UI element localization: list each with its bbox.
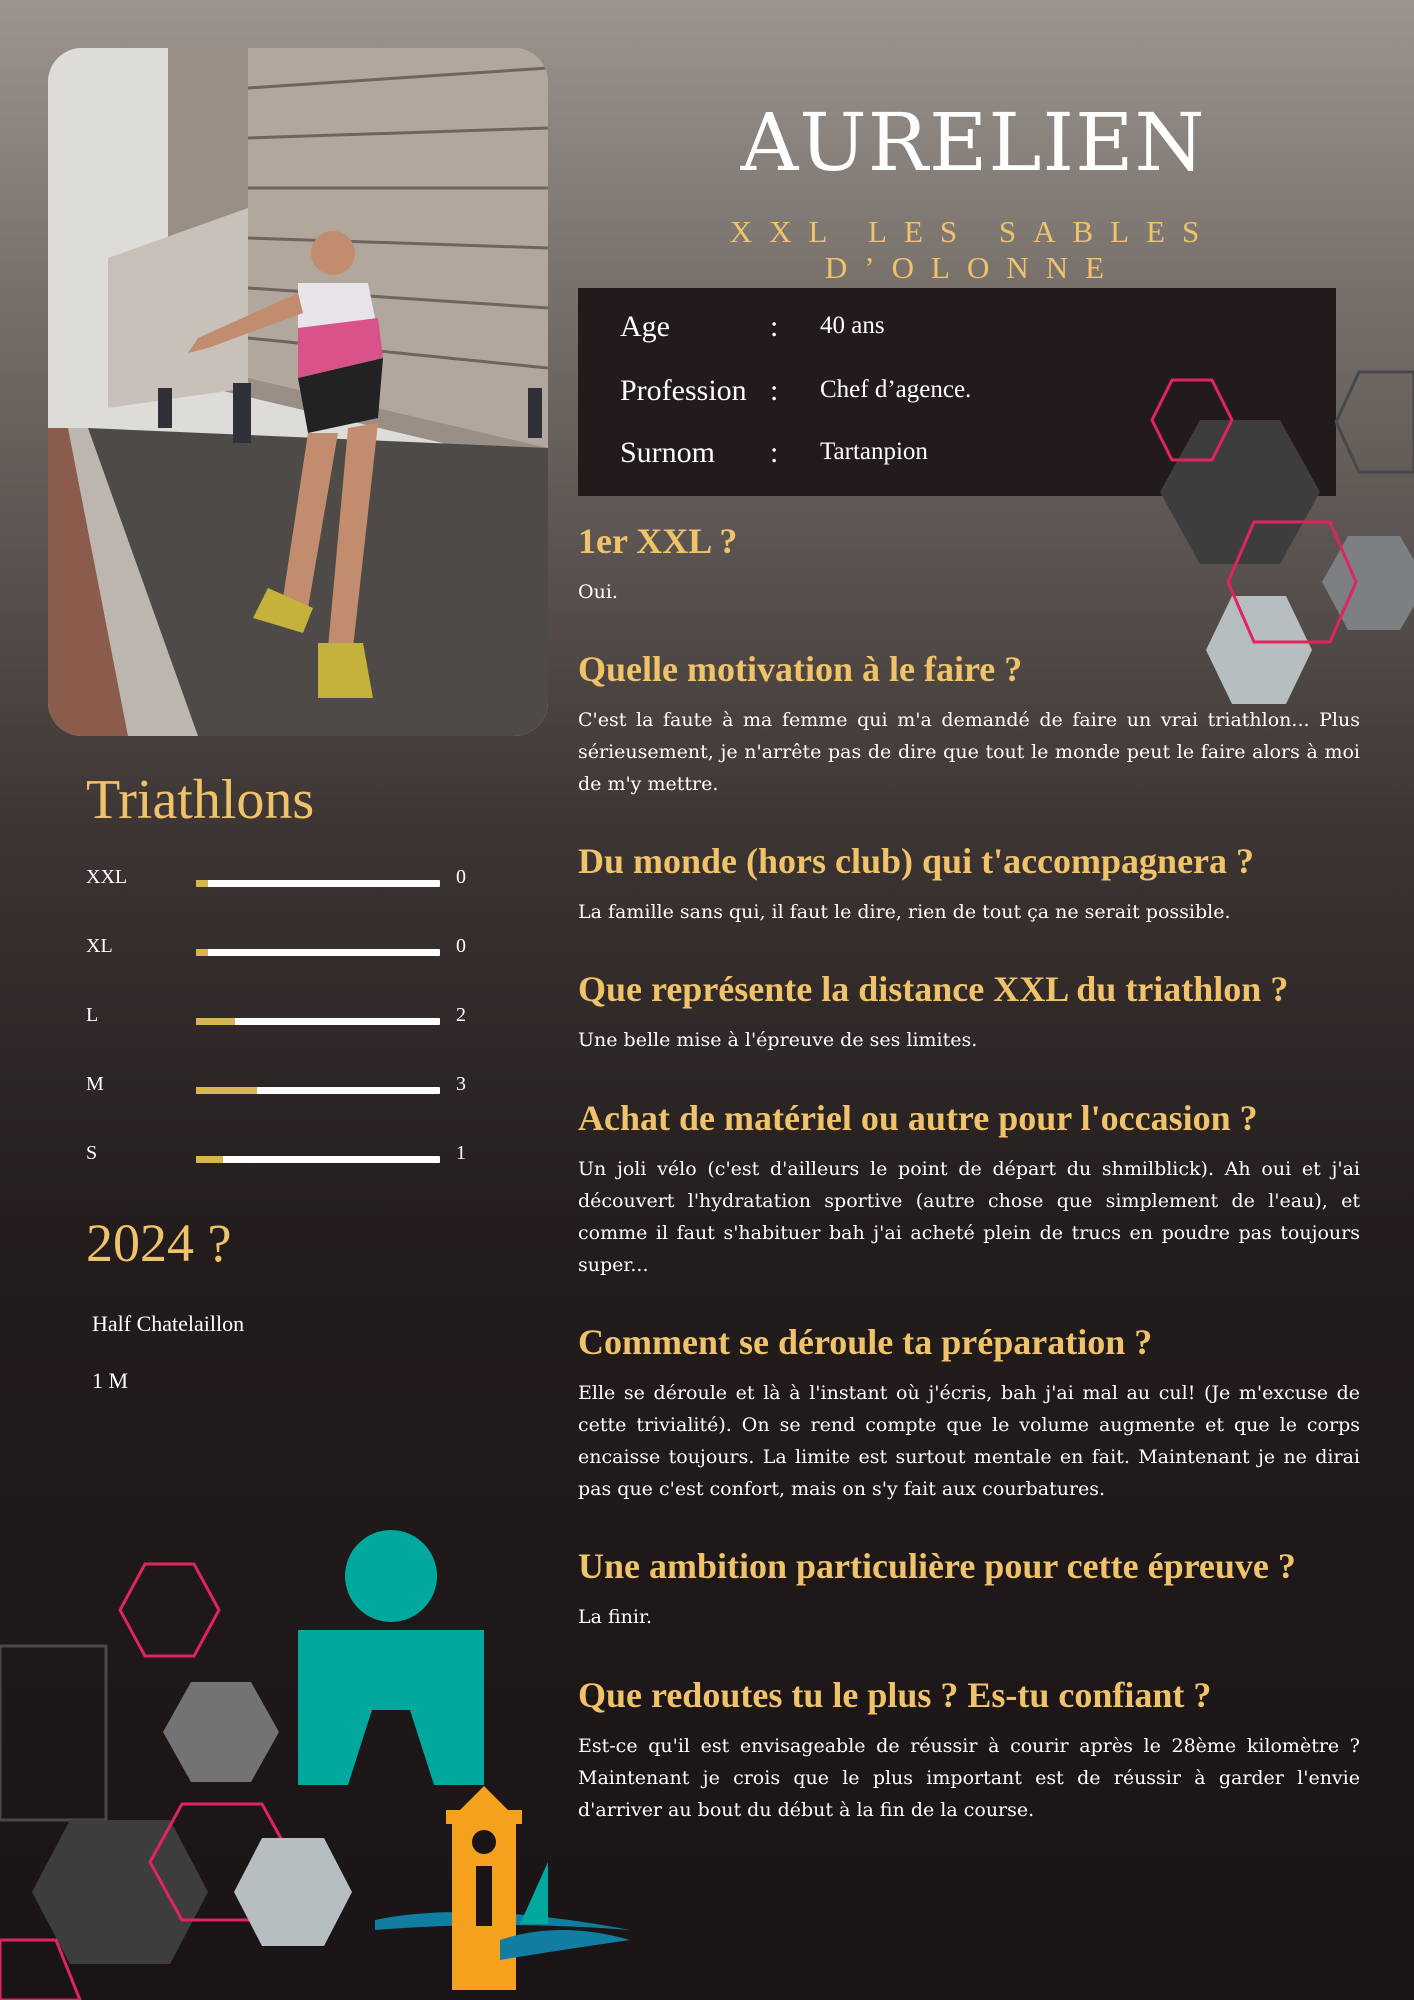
qa-block (578, 1545, 1360, 1633)
progress-track (196, 949, 440, 956)
info-key: Surnom (620, 436, 716, 469)
plans-title: 2024 ? (86, 1213, 232, 1273)
question: Que redoutes tu le plus ? Es-tu confiant ? (578, 1675, 1212, 1715)
answer: Elle se déroule et là à l'instant où j'écris, bah j'ai mal au cul! (Je m'excuse de cette trivialité). On se rend compte que le volume augmente et que le corps encaisse toujours. La limite est surtout mentale en fait. Maintenant je ne dirai pas que c'est confort, mais on s'y fait aux courbatures. (578, 1382, 1360, 1500)
hexagon-light (234, 1838, 352, 1946)
progress-track (196, 1087, 440, 1094)
answer: Est-ce qu'il est envisageable de réussir à courir après le 28ème kilomètre ? Maintenant je crois que le plus important est de réussir à garder l'envie d'arriver au bout du début à la fin de la course. (578, 1735, 1360, 1821)
qa-block (578, 1321, 1360, 1505)
triathlon-count: 3 (456, 1073, 466, 1095)
qa-block (578, 648, 1360, 800)
hexagon-gray-outline (0, 1646, 106, 1820)
les-sables-logo-icon (375, 1786, 630, 1990)
triathlon-label: M (86, 1073, 104, 1095)
triathlons-title: Triathlons (86, 769, 315, 831)
triathlon-row-l (86, 1004, 486, 1034)
triathlon-count: 1 (456, 1142, 466, 1164)
qa-block (578, 968, 1360, 1056)
info-value: Tartanpion (820, 438, 928, 465)
question: Quelle motivation à le faire ? (578, 649, 1023, 689)
progress-fill (196, 1087, 257, 1094)
answer: La finir. (578, 1606, 653, 1628)
info-value: 40 ans (820, 312, 885, 339)
progress-track (196, 880, 440, 887)
question: Une ambition particulière pour cette épreuve ? (578, 1546, 1296, 1586)
plan-item: Half Chatelaillon (92, 1311, 245, 1336)
answer: La famille sans qui, il faut le dire, rien de tout ça ne serait possible. (578, 901, 1231, 923)
answer: C'est la faute à ma femme qui m'a demandé de faire un vrai triathlon... Plus sérieusement, je n'arrête pas de dire que tout le monde peut le faire alors à moi de m'y mettre. (578, 709, 1360, 795)
progress-fill (196, 1156, 223, 1163)
triathlon-label: S (86, 1142, 98, 1164)
progress-track (196, 1018, 440, 1025)
athlete-name: AURELIEN (740, 96, 1206, 189)
answer: Oui. (578, 581, 618, 603)
info-separator: : (770, 374, 779, 407)
progress-fill (196, 949, 208, 956)
answer: Un joli vélo (c'est d'ailleurs le point de départ du shmilblick). Ah oui et j'ai découvert l'hydratation sportive (autre chose que simplement de l'eau), et comme il faut s'habituer bah j'ai acheté plein de trucs en poudre pas toujours super... (578, 1158, 1360, 1276)
info-separator: : (770, 436, 779, 469)
runner-photo (48, 48, 548, 736)
triathlon-count: 0 (456, 935, 466, 957)
triathlon-count: 2 (456, 1004, 466, 1026)
qa-block (578, 520, 1360, 608)
triathlon-label: XL (86, 935, 113, 957)
triathlon-label: XXL (86, 866, 128, 888)
event-name: XXL LES SABLES D’OLONNE (729, 214, 1217, 285)
info-key: Age (620, 310, 670, 343)
bottom-decoration (0, 1520, 640, 2000)
info-value: Chef d’agence. (820, 376, 972, 403)
plan-item: 1 M (92, 1368, 129, 1393)
info-separator: : (770, 310, 779, 343)
answer: Une belle mise à l'épreuve de ses limites. (578, 1029, 978, 1051)
triathlon-row-s (86, 1142, 486, 1172)
triathlon-row-xl (86, 935, 486, 965)
triathlon-count: 0 (456, 866, 466, 888)
question: Du monde (hors club) qui t'accompagnera ? (578, 841, 1255, 881)
hexagon-pink-outline (120, 1564, 219, 1656)
info-key: Profession (620, 374, 747, 407)
question: Achat de matériel ou autre pour l'occasion ? (578, 1098, 1258, 1138)
ironman-logo-icon (298, 1530, 484, 1785)
hexagon-gray-outline (1336, 372, 1414, 472)
qa-block (578, 1097, 1360, 1281)
question: Que représente la distance XXL du triathlon ? (578, 969, 1289, 1009)
runner-photo-illustration (48, 48, 548, 736)
triathlon-row-xxl (86, 866, 486, 896)
question: Comment se déroule ta préparation ? (578, 1322, 1153, 1362)
progress-fill (196, 1018, 235, 1025)
triathlon-label: L (86, 1004, 99, 1026)
hexagon-gray (163, 1682, 279, 1782)
question: 1er XXL ? (578, 521, 738, 561)
qa-block (578, 1674, 1360, 1826)
progress-track (196, 1156, 440, 1163)
triathlon-row-m (86, 1073, 486, 1103)
progress-fill (196, 880, 208, 887)
qa-block (578, 840, 1360, 928)
